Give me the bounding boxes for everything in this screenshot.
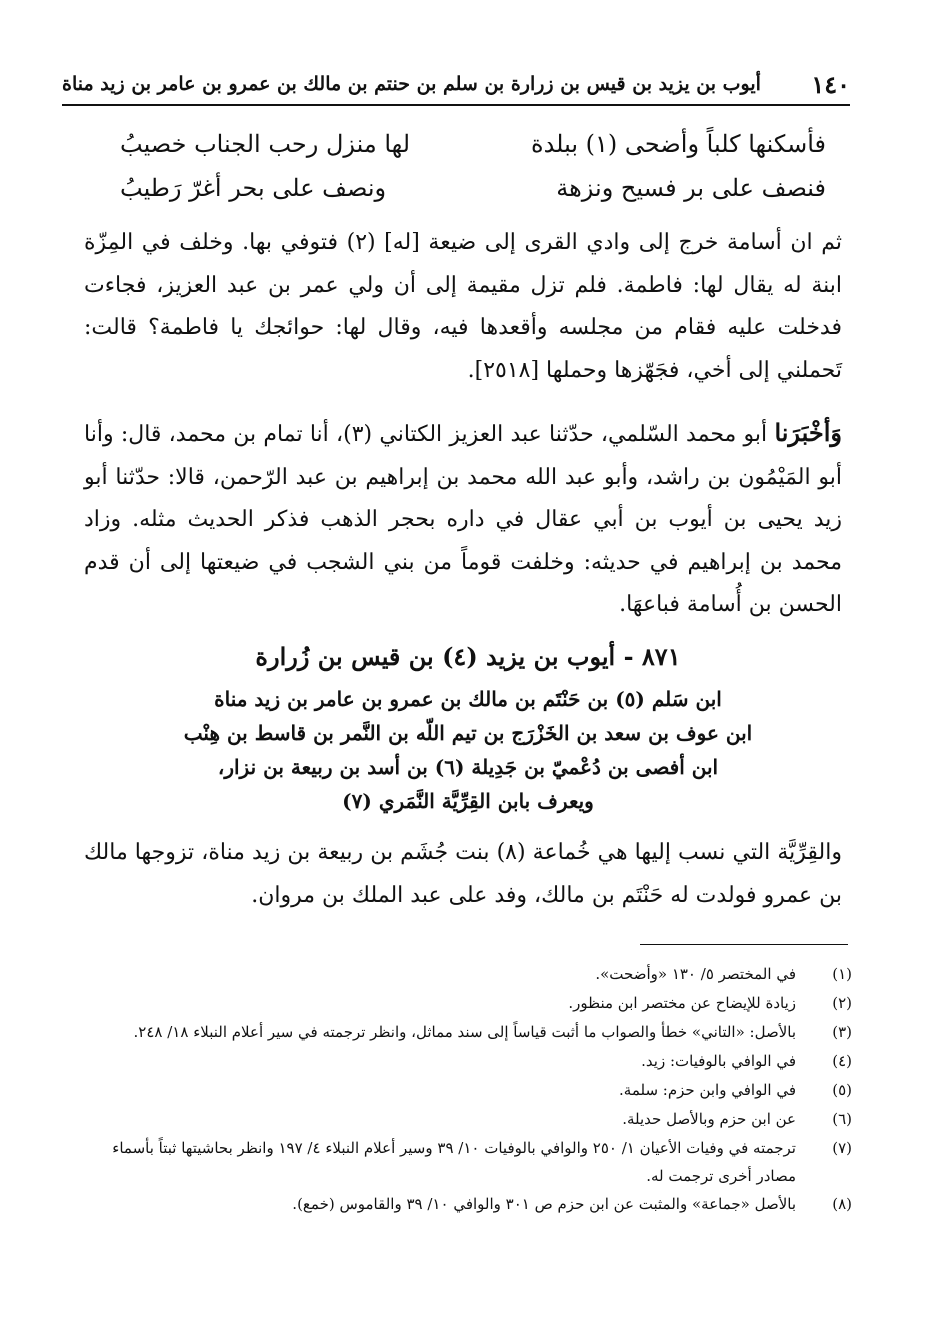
verse-first-hemistich: فأسكنها كلباً وأضحى (١) ببلدة bbox=[531, 130, 826, 158]
footnote bbox=[94, 1018, 852, 1047]
entry-title: ٨٧١ - أيوب بن يزيد (٤) بن قيس بن زُرارة bbox=[255, 642, 681, 671]
footnote bbox=[94, 960, 852, 989]
running-title: أيوب بن يزيد بن قيس بن زرارة بن سلم بن حنتم بن مالك بن عمرو بن عامر بن زيد مناة bbox=[62, 73, 761, 95]
verse-line bbox=[120, 130, 826, 158]
page-number: ١٤٠ bbox=[811, 69, 850, 99]
footnote bbox=[94, 1076, 852, 1105]
footnote bbox=[94, 1190, 852, 1219]
footnote-number: (٧) bbox=[832, 1139, 852, 1157]
footnote-text: في الوافي وابن حزم: سلمة. bbox=[619, 1081, 796, 1099]
footnote-number: (٣) bbox=[832, 1023, 852, 1041]
paragraph-lead-word: وَأخْبَرَنا bbox=[774, 418, 843, 447]
footnote-number: (١) bbox=[832, 965, 852, 983]
verse-first-hemistich: فنصف على بر فسيح ونزهة bbox=[556, 174, 826, 202]
footnote-text: عن ابن حزم وبالأصل حديلة. bbox=[622, 1110, 796, 1128]
verse-second-hemistich: لها منزل رحب الجناب خصيبُ bbox=[120, 130, 411, 158]
footnote-divider bbox=[640, 944, 848, 945]
footnote bbox=[94, 989, 852, 1018]
footnote-text: بالأصل «جماعة» والمثبت عن ابن حزم ص ٣٠١ والوافي ١٠/ ٣٩ والقاموس (خمع). bbox=[292, 1195, 796, 1213]
entry-lineage bbox=[150, 682, 786, 818]
footnote-text: في المختصر ٥/ ١٣٠ «وأضحت». bbox=[595, 965, 796, 983]
lineage-line: ابن عوف بن سعد بن الخَزْرَج بن تيم اللّه بن النَّمر بن قاسط بن هِنْب bbox=[183, 721, 753, 745]
body-paragraph: ثم ان أسامة خرج إلى وادي القرى إلى ضيعة [له] (٢) فتوفي بها. وخلف في المِزّة ابنة له يقال لها: فاطمة. فلم تزل مقيمة إلى أن ولي عمر بن عبد العزيز، فجاءت فدخلت عليه فقام من مجلسه وأقعدها فيه، وقال لها: حوائجك يا فاطمة؟ قالت: تَحملني إلى أخي، فجَهّزها وحملها [٢٥١٨]. bbox=[84, 230, 842, 383]
body-paragraph bbox=[84, 412, 842, 627]
footnote-number: (٨) bbox=[832, 1195, 852, 1213]
footnote-text: في الوافي بالوفيات: زيد. bbox=[641, 1052, 796, 1070]
footnote-text: زيادة للإيضاح عن مختصر ابن منظور. bbox=[568, 994, 796, 1012]
footnote bbox=[94, 1105, 852, 1134]
footnote bbox=[94, 1134, 852, 1190]
body-paragraph: والقِرِّيَّة التي نسب إليها هي خُماعة (٨) بنت جُشَم بن ربيعة بن زيد مناة، تزوجها مالك بن عمرو فولدت له حَنْتَم بن مالك، وفد على عبد الملك بن مروان. bbox=[84, 840, 842, 908]
footnote-number: (٤) bbox=[832, 1052, 852, 1070]
footnote-number: (٢) bbox=[832, 994, 852, 1012]
paragraph-text: أبو محمد السّلمي، حدّثنا عبد العزيز الكتاني (٣)، أنا تمام بن محمد، قال: وأنا أبو المَيْمُون بن راشد، وأبو عبد الله محمد بن إبراهيم بن عبد الرّحمن، قالا: حدّثنا أبو زيد يحيى بن أيوب بن أبي عقال في داره بحجر الذهب فذكر الحديث مثله. وزاد محمد بن إبراهيم في حديثه: وخلفت قوماً من بني الشجب في ضيعتها إلى أن قدم الحسن بن أُسامة فباعهَا. bbox=[84, 422, 842, 617]
footnote bbox=[94, 1047, 852, 1076]
lineage-line: ابن سَلم (٥) بن حَنْتَم بن مالك بن عمرو بن عامر بن زيد مناة bbox=[214, 687, 722, 711]
footnote-number: (٦) bbox=[832, 1110, 852, 1128]
lineage-line: ابن أفصى بن دُعْميّ بن جَدِيلة (٦) بن أسد بن ربيعة بن نزار، bbox=[217, 755, 719, 779]
running-head bbox=[62, 64, 850, 106]
footnote-number: (٥) bbox=[832, 1081, 852, 1099]
footnotes bbox=[94, 960, 852, 1219]
verse-line bbox=[120, 174, 826, 202]
footnote-text: بالأصل: «التاني» خطأ والصواب ما أثبت قياساً إلى سند مماثل، وانظر ترجمته في سير أعلام النبلاء ١٨/ ٢٤٨. bbox=[133, 1023, 796, 1041]
footnote-text: ترجمته في وفيات الأعيان ١/ ٢٥٠ والوافي بالوفيات ١٠/ ٣٩ وسير أعلام النبلاء ٤/ ١٩٧ وانظر بحاشيتها ثبتاً بأسماء مصادر أخرى ترجمت له. bbox=[112, 1139, 796, 1185]
lineage-line: ويعرف بابن القِرِّيَّة النَّمَري (٧) bbox=[342, 789, 594, 813]
verse-second-hemistich: ونصف على بحر أغرّ رَطيبُ bbox=[120, 174, 387, 202]
